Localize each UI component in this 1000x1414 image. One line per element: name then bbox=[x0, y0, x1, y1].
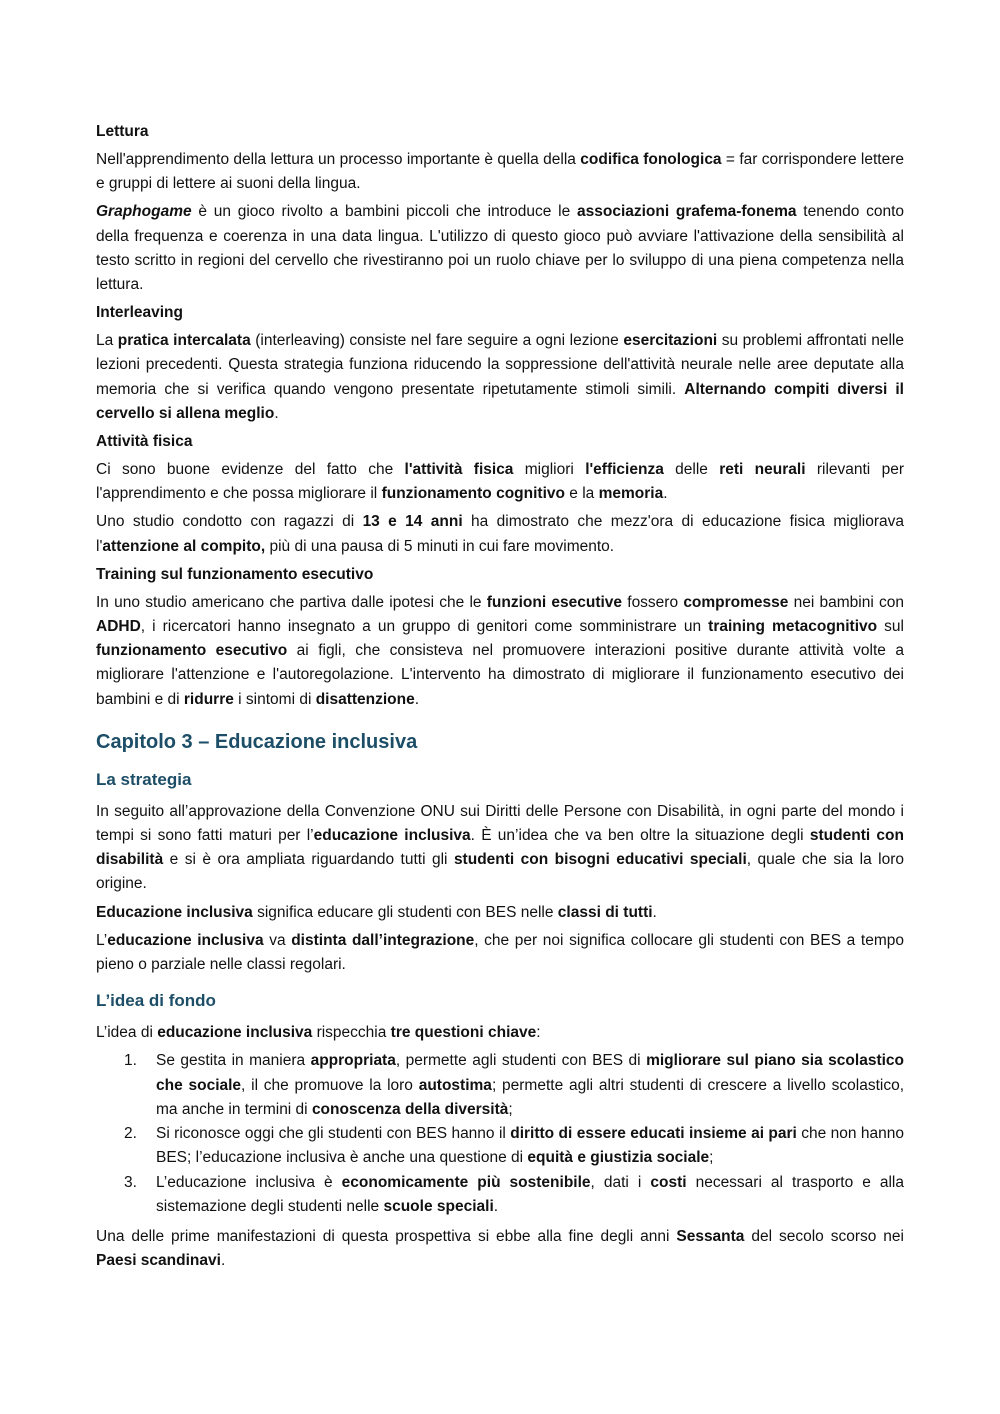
paragraph-lettura-2: Graphogame è un gioco rivolto a bambini piccoli che introduce le associazioni grafema-fonema tenendo conto della frequenza e coerenza in una data lingua. L'utilizzo di questo gioco può avviare l'attivazione della sensibilità al testo scritto in regioni del cervello che rivestiranno poi un ruolo chiave per lo sviluppo di una piena competenza nella lettura. bbox=[96, 203, 904, 294]
chapter-title: Capitolo 3 – Educazione inclusiva bbox=[96, 730, 418, 753]
list-item-number: 2. bbox=[124, 1125, 137, 1143]
paragraph-strategia-2: Educazione inclusiva significa educare gli studenti con BES nelle classi di tutti. bbox=[96, 903, 657, 921]
list-item-text: Si riconosce oggi che gli studenti con BES hanno il diritto di essere educati insieme ai pari che non hanno BES; l’educazione inclusiva è anche una questione di equità e giustizia sociale; bbox=[156, 1125, 904, 1167]
paragraph-attivita-2: Uno studio condotto con ragazzi di 13 e 14 anni ha dimostrato che mezz'ora di educazione fisica migliorava l'attenzione al compito, più di una pausa di 5 minuti in cui fare movimento. bbox=[96, 513, 904, 555]
list-item-text: Se gestita in maniera appropriata, permette agli studenti con BES di migliorare sul piano sia scolastico che sociale, il che promuove la loro autostima; permette agli altri studenti di crescere a livello scolastico, ma anche in termini di conoscenza della diversità; bbox=[156, 1052, 905, 1118]
list-item bbox=[96, 1122, 904, 1170]
paragraph-interleaving: La pratica intercalata (interleaving) consiste nel fare seguire a ogni lezione esercitazioni su problemi affrontati nelle lezioni precedenti. Questa strategia funziona riducendo la soppressione dell'attività neurale nelle aree deputate alla memoria che si verifica quando vengono presentate ripetutamente stimoli simili. Alternando compiti diversi il cervello si allena meglio. bbox=[96, 332, 904, 422]
paragraph-strategia-3: L’educazione inclusiva va distinta dall’integrazione, che per noi significa collocare gli studenti con BES a tempo pieno o parziale nelle classi regolari. bbox=[96, 931, 904, 974]
heading-training: Training sul funzionamento esecutivo bbox=[96, 565, 374, 583]
list-item-text: L’educazione inclusiva è economicamente più sostenibile, dati i costi necessari al trasporto e alla sistemazione degli studenti nelle scuole speciali. bbox=[156, 1173, 904, 1215]
heading-interleaving: Interleaving bbox=[96, 304, 183, 322]
paragraph-strategia-1: In seguito all’approvazione della Convenzione ONU sui Diritti delle Persone con Disabilità, in ogni parte del mondo i tempi si sono fatti maturi per l’educazione inclusiva. È un’idea che va ben oltre la situazione degli studenti con disabilità e si è ora ampliata riguardando tutti gli studenti con bisogni educativi speciali, quale che sia la loro origine. bbox=[96, 802, 904, 893]
paragraph-idea-intro: L’idea di educazione inclusiva rispecchia tre questioni chiave: bbox=[96, 1024, 541, 1042]
list-item-number: 3. bbox=[124, 1173, 137, 1191]
list-item bbox=[96, 1171, 904, 1219]
paragraph-attivita-1: Ci sono buone evidenze del fatto che l'attività fisica migliori l'efficienza delle reti neurali rilevanti per l'apprendimento e che possa migliorare il funzionamento cognitivo e la memoria. bbox=[96, 461, 904, 503]
heading-attivita-fisica: Attività fisica bbox=[96, 433, 193, 451]
document-content bbox=[96, 120, 904, 1273]
heading-lettura: Lettura bbox=[96, 123, 149, 140]
list-item-number: 1. bbox=[124, 1052, 137, 1070]
key-questions-list bbox=[96, 1049, 904, 1218]
paragraph-lettura-1: Nell'apprendimento della lettura un processo importante è quella della codifica fonologica = far corrispondere lettere e gruppi di lettere ai suoni della lingua. bbox=[96, 151, 905, 193]
list-item bbox=[96, 1049, 904, 1122]
heading-idea-di-fondo: L’idea di fondo bbox=[96, 991, 216, 1011]
heading-la-strategia: La strategia bbox=[96, 769, 192, 789]
paragraph-training: In uno studio americano che partiva dalle ipotesi che le funzioni esecutive fossero compromesse nei bambini con ADHD, i ricercatori hanno insegnato a un gruppo di genitori come somministrare un training metacognitivo sul funzionamento esecutivo ai figli, che consisteva nel promuovere interazioni positive durante attività volte a migliorare l'attenzione e l'autoregolazione. L'intervento ha dimostrato di migliorare il funzionamento esecutivo dei bambini e di ridurre i sintomi di disattenzione. bbox=[96, 593, 905, 708]
paragraph-closing: Una delle prime manifestazioni di questa prospettiva si ebbe alla fine degli anni Sessanta del secolo scorso nei Paesi scandinavi. bbox=[96, 1227, 904, 1270]
